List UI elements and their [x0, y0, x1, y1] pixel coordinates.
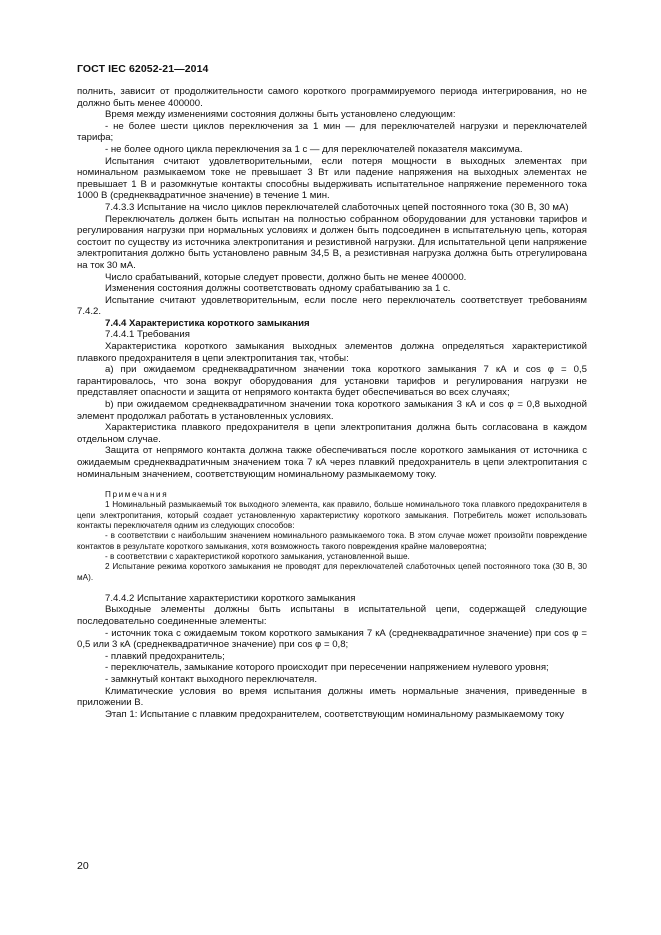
list-item: - переключатель, замыкание которого происходит при пересечении напряжением нулевого уровня;: [105, 662, 549, 674]
list-item: b) при ожидаемом среднеквадратичном значении тока короткого замыкания 3 кА и cos φ = 0,8 выходной элемент продолжал работать в установленных условиях.: [77, 399, 587, 422]
note-item: 2 Испытание режима короткого замыкания не проводят для переключателей слаботочных цепей постоянного тока (30 В, 30 мА).: [77, 562, 587, 582]
body-text: [77, 86, 587, 720]
note-item: - в соответствии с характеристикой короткого замыкания, установленной выше.: [105, 551, 410, 561]
notes-block: [77, 490, 587, 583]
subsection-heading: 7.4.4.1 Требования: [105, 329, 190, 341]
paragraph: Этап 1: Испытание с плавким предохранителем, соответствующим номинальному размыкаемому току: [105, 708, 564, 720]
list-item: - плавкий предохранитель;: [105, 650, 225, 662]
list-item: - замкнутый контакт выходного переключателя.: [105, 674, 318, 686]
subsection-heading: 7.4.3.3 Испытание на число циклов переключателей слаботочных цепей постоянного тока (30 В, 30 мА): [105, 201, 569, 213]
note-item: - в соответствии с наибольшим значением номинального размыкаемого тока. В этом случае может произойти повреждение контактов в результате короткого замыкания, хотя возможность такого повреждения крайне маловероятна;: [77, 531, 587, 551]
paragraph: Выходные элементы должны быть испытаны в испытательной цепи, содержащей следующие последовательно соединенные элементы:: [77, 604, 587, 628]
section-heading: 7.4.4 Характеристика короткого замыкания: [105, 317, 310, 329]
paragraph: полнить, зависит от продолжительности самого короткого программируемого периода интегрирования, но не должно быть менее 400000.: [77, 86, 587, 109]
page-number: 20: [77, 860, 89, 872]
paragraph: Испытания считают удовлетворительными, если потеря мощности в выходных элементах при номинальном размыкаемом токе не превышает 3 Вт или падение напряжения на выходных элементах не превышает 1 В и разомкнутые контакты способны выдерживать испытательное напряжение переменного тока 1000 В (среднеквадратичное значение) в течение 1 мин.: [77, 155, 587, 202]
paragraph: Испытание считают удовлетворительным, если после него переключатель соответствует требованиям 7.4.2.: [77, 294, 587, 318]
paragraph: Климатические условия во время испытания должны иметь нормальные значения, приведенные в приложении В.: [77, 685, 587, 709]
paragraph: Характеристика плавкого предохранителя в цепи электропитания должна быть согласована в каждом отдельном случае.: [77, 422, 587, 445]
paragraph: Изменения состояния должны соответствовать одному срабатыванию за 1 с.: [105, 283, 451, 295]
paragraph: Переключатель должен быть испытан на полностью собранном оборудовании для установки тарифов и регулирования нагрузки при нормальных условиях и должен быть подсоединен в испытательную цепь, которая состоит по существу из источника электропитания и резистивной нагрузки. Для испытательной цепи напряжение электропитания должно быть установлено равным 34,5 В, а резистивная нагрузка должна быть отрегулирована на ток 30 мА.: [77, 213, 587, 271]
paragraph: Характеристика короткого замыкания выходных элементов должна определяться характеристикой плавкого предохранителя в цепи электропитания так, чтобы:: [77, 341, 587, 364]
paragraph: Время между изменениями состояния должны быть установлено следующим:: [105, 109, 456, 121]
paragraph: Защита от непрямого контакта должна также обеспечиваться после короткого замыкания от источника с ожидаемым среднеквадратичным значением тока 7 кА через плавкий предохранитель в цепи электропитания с номинальным значением, соответствующим номинальному размыкаемому току.: [77, 445, 587, 480]
list-item: - источник тока с ожидаемым током короткого замыкания 7 кА (среднеквадратичное значение) при cos φ = 0,5 или 3 кА (среднеквадратичное значение) при cos φ = 0,8;: [77, 627, 587, 651]
notes-title: Примечания: [105, 490, 169, 500]
list-item: a) при ожидаемом среднеквадратичном значении тока короткого замыкания 7 кА и cos φ = 0,5 гарантировалось, что зона вокруг оборудования для установки тарифов и регулирования нагрузки не представляет опасности и защита от непрямого контакта будет обеспечиваться во всех случаях;: [77, 364, 587, 399]
subsection-heading: 7.4.4.2 Испытание характеристики короткого замыкания: [105, 592, 356, 604]
paragraph: Число срабатываний, которые следует провести, должно быть не менее 400000.: [105, 271, 467, 283]
page-header: ГОСТ IEC 62052-21—2014: [77, 63, 209, 75]
note-item: 1 Номинальный размыкаемый ток выходного элемента, как правило, больше номинального тока плавкого предохранителя в цепи электропитания, который создает установленную характеристику короткого замыкания. Потребитель может использовать контакты переключателя одним из следующих способов:: [77, 500, 587, 531]
list-item: - не более шести циклов переключения за 1 мин — для переключателей нагрузки и переключателей тарифа;: [77, 120, 587, 144]
list-item: - не более одного цикла переключения за 1 с — для переключателей показателя максимума.: [105, 143, 523, 155]
